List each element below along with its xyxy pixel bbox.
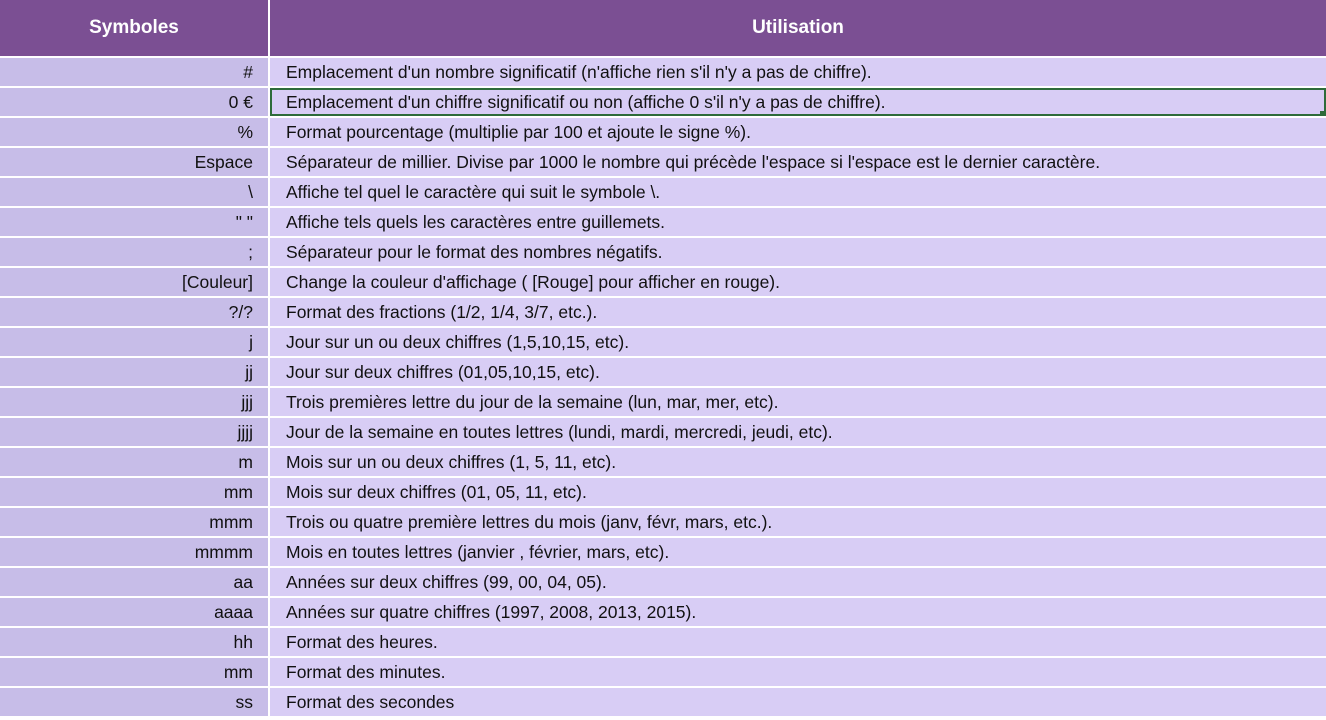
symbol-cell[interactable]: jjj [0,388,270,416]
usage-cell[interactable]: Mois en toutes lettres (janvier , février, mars, etc). [270,538,1326,566]
symbol-cell[interactable]: " " [0,208,270,236]
symbol-cell[interactable]: aa [0,568,270,596]
table-row [0,656,1326,686]
symbol-cell[interactable]: m [0,448,270,476]
table-row [0,176,1326,206]
symbol-cell[interactable]: Espace [0,148,270,176]
table-row [0,356,1326,386]
table-row [0,206,1326,236]
table-row [0,266,1326,296]
table-row [0,596,1326,626]
usage-cell[interactable]: Jour sur deux chiffres (01,05,10,15, etc). [270,358,1326,386]
table-row [0,146,1326,176]
table-row [0,536,1326,566]
symbol-cell[interactable]: j [0,328,270,356]
usage-cell[interactable]: Années sur deux chiffres (99, 00, 04, 05). [270,568,1326,596]
usage-cell[interactable]: Mois sur un ou deux chiffres (1, 5, 11, etc). [270,448,1326,476]
symbol-cell[interactable]: ?/? [0,298,270,326]
usage-cell-selected[interactable]: Emplacement d'un chiffre significatif ou non (affiche 0 s'il n'y a pas de chiffre). [270,88,1326,116]
symbol-cell[interactable]: ss [0,688,270,716]
header-cell-symbols[interactable]: Symboles [0,0,270,56]
usage-cell[interactable]: Trois premières lettre du jour de la semaine (lun, mar, mer, etc). [270,388,1326,416]
table-row [0,296,1326,326]
table-row [0,686,1326,716]
usage-cell[interactable]: Années sur quatre chiffres (1997, 2008, 2013, 2015). [270,598,1326,626]
symbol-cell[interactable]: \ [0,178,270,206]
table-row [0,566,1326,596]
table-row [0,116,1326,146]
symbol-cell[interactable]: jjjj [0,418,270,446]
symbol-cell[interactable]: # [0,58,270,86]
usage-cell[interactable]: Affiche tel quel le caractère qui suit le symbole \. [270,178,1326,206]
symbol-cell[interactable]: mm [0,478,270,506]
usage-cell[interactable]: Format des heures. [270,628,1326,656]
usage-cell[interactable]: Mois sur deux chiffres (01, 05, 11, etc). [270,478,1326,506]
symbol-cell[interactable]: aaaa [0,598,270,626]
symbol-cell[interactable]: hh [0,628,270,656]
symbol-cell[interactable]: jj [0,358,270,386]
usage-cell[interactable]: Format pourcentage (multiplie par 100 et ajoute le signe %). [270,118,1326,146]
usage-cell[interactable]: Affiche tels quels les caractères entre guillemets. [270,208,1326,236]
symbol-cell[interactable]: mm [0,658,270,686]
usage-cell[interactable]: Format des minutes. [270,658,1326,686]
symbol-cell[interactable]: [Couleur] [0,268,270,296]
table-row [0,86,1326,116]
table-row [0,626,1326,656]
usage-cell[interactable]: Change la couleur d'affichage ( [Rouge] pour afficher en rouge). [270,268,1326,296]
table-header [0,0,1326,56]
symbol-cell[interactable]: 0 € [0,88,270,116]
usage-cell[interactable]: Emplacement d'un nombre significatif (n'affiche rien s'il n'y a pas de chiffre). [270,58,1326,86]
usage-cell[interactable]: Jour de la semaine en toutes lettres (lundi, mardi, mercredi, jeudi, etc). [270,418,1326,446]
table-row [0,386,1326,416]
table-row [0,476,1326,506]
usage-cell[interactable]: Format des secondes [270,688,1326,716]
table-row [0,56,1326,86]
table-row [0,416,1326,446]
table-row [0,236,1326,266]
table-row [0,506,1326,536]
usage-cell[interactable]: Format des fractions (1/2, 1/4, 3/7, etc.). [270,298,1326,326]
table-row [0,326,1326,356]
usage-cell[interactable]: Séparateur pour le format des nombres négatifs. [270,238,1326,266]
header-cell-usage[interactable]: Utilisation [752,17,844,38]
symbol-cell[interactable]: % [0,118,270,146]
table-body [0,56,1326,716]
table-row [0,446,1326,476]
symbol-cell[interactable]: mmmm [0,538,270,566]
usage-cell[interactable]: Séparateur de millier. Divise par 1000 le nombre qui précède l'espace si l'espace est le dernier caractère. [270,148,1326,176]
usage-cell[interactable]: Jour sur un ou deux chiffres (1,5,10,15, etc). [270,328,1326,356]
usage-cell[interactable]: Trois ou quatre première lettres du mois (janv, févr, mars, etc.). [270,508,1326,536]
symbol-cell[interactable]: ; [0,238,270,266]
symbol-cell[interactable]: mmm [0,508,270,536]
